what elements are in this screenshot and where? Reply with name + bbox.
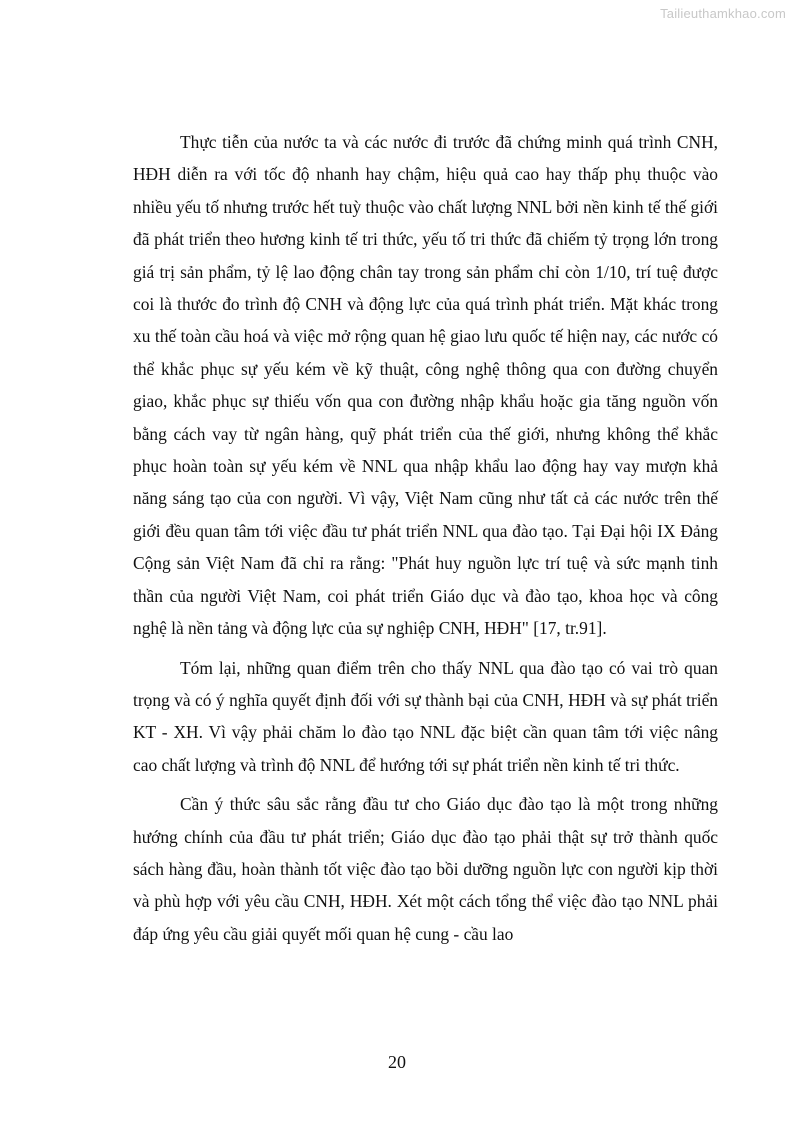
- paragraph-2: Tóm lại, những quan điểm trên cho thấy NNL qua đào tạo có vai trò quan trọng và có ý nghĩa quyết định đối với sự thành bại của CNH, HĐH và sự phát triển KT - XH. Vì vậy phải chăm lo đào tạo NNL đặc biệt cần quan tâm tới việc nâng cao chất lượng và trình độ NNL để hướng tới sự phát triển nền kinh tế tri thức.: [133, 657, 718, 775]
- page-number: 20: [388, 1052, 406, 1072]
- document-body: [133, 126, 718, 957]
- paragraph-1: Thực tiễn của nước ta và các nước đi trước đã chứng minh quá trình CNH, HĐH diễn ra với tốc độ nhanh hay chậm, hiệu quả cao hay thấp phụ thuộc vào nhiều yếu tố nhưng trước hết tuỳ thuộc vào chất lượng NNL bởi nền kinh tế thế giới đã phát triển theo hương kinh tế tri thức, yếu tố tri thức đã chiếm tỷ trọng lớn trong giá trị sản phẩm, tỷ lệ lao động chân tay trong sản phẩm chỉ còn 1/10, trí tuệ được coi là thước đo trình độ CNH và động lực của quá trình phát triển. Mặt khác trong xu thế toàn cầu hoá và việc mở rộng quan hệ giao lưu quốc tế hiện nay, các nước có thể khắc phục sự yếu kém về kỹ thuật, công nghệ thông qua con đường chuyển giao, khắc phục sự thiếu vốn qua con đường nhập khẩu hoặc gia tăng nguồn vốn bằng cách vay từ ngân hàng, quỹ phát triển của thế giới, nhưng không thể khắc phục hoàn toàn sự yếu kém về NNL qua nhập khẩu lao động hay vay mượn khả năng sáng tạo của con người. Vì vậy, Việt Nam cũng như tất cả các nước trên thế giới đều quan tâm tới việc đầu tư phát triển NNL qua đào tạo. Tại Đại hội IX Đảng Cộng sản Việt Nam đã chỉ ra rằng: "Phát huy nguồn lực trí tuệ và sức mạnh tinh thần của người Việt Nam, coi phát triển Giáo dục và đào tạo, khoa học và công nghệ là nền tảng và động lực của sự nghiệp CNH, HĐH" [17, tr.91].: [133, 132, 718, 639]
- paragraph-3: Cần ý thức sâu sắc rằng đầu tư cho Giáo dục đào tạo là một trong những hướng chính của đầu tư phát triển; Giáo dục đào tạo phải thật sự trở thành quốc sách hàng đầu, hoàn thành tốt việc đào tạo bồi dưỡng nguồn lực con người kịp thời và phù hợp với yêu cầu CNH, HĐH. Xét một cách tổng thể việc đào tạo NNL phải đáp ứng yêu cầu giải quyết mối quan hệ cung - cầu lao: [133, 794, 718, 944]
- watermark-text: Tailieuthamkhao.com: [660, 6, 786, 21]
